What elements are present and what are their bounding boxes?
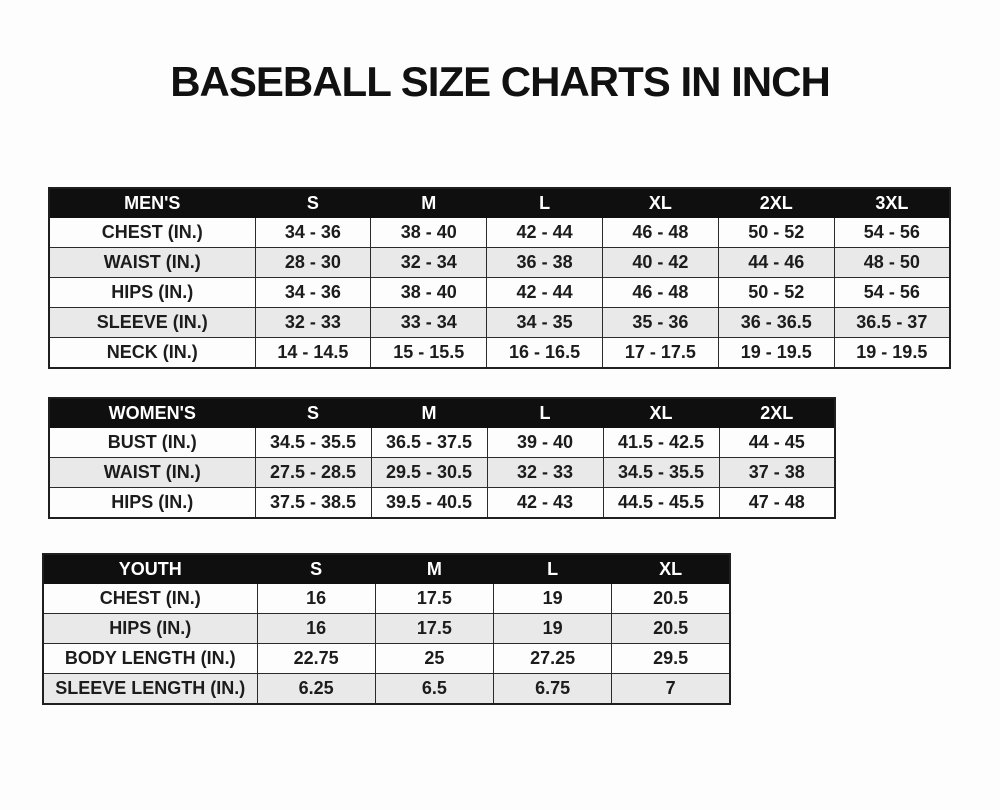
- womens-size-header-m: M: [371, 398, 487, 428]
- womens-size-header-xl: XL: [603, 398, 719, 428]
- womens-table-title: WOMEN'S: [49, 398, 255, 428]
- size-value: 34 - 35: [487, 308, 603, 338]
- size-value: 6.5: [375, 674, 493, 705]
- youth-header-row: [43, 554, 730, 584]
- size-value: 25: [375, 644, 493, 674]
- size-value: 27.5 - 28.5: [255, 458, 371, 488]
- size-value: 46 - 48: [602, 278, 718, 308]
- row-label: SLEEVE (IN.): [49, 308, 255, 338]
- size-value: 6.75: [494, 674, 612, 705]
- size-value: 17 - 17.5: [602, 338, 718, 369]
- size-chart-page: [0, 58, 1000, 705]
- size-value: 16: [257, 614, 375, 644]
- mens-size-header-3xl: 3XL: [834, 188, 950, 218]
- youth-row-chest-in: [43, 584, 730, 614]
- size-value: 36 - 38: [487, 248, 603, 278]
- size-value: 38 - 40: [371, 278, 487, 308]
- womens-size-header-s: S: [255, 398, 371, 428]
- size-value: 37.5 - 38.5: [255, 488, 371, 519]
- youth-size-header-m: M: [375, 554, 493, 584]
- row-label: WAIST (IN.): [49, 248, 255, 278]
- size-value: 32 - 33: [255, 308, 371, 338]
- size-value: 54 - 56: [834, 218, 950, 248]
- youth-size-header-l: L: [494, 554, 612, 584]
- size-value: 22.75: [257, 644, 375, 674]
- mens-size-header-m: M: [371, 188, 487, 218]
- size-value: 39 - 40: [487, 428, 603, 458]
- mens-size-table: [48, 187, 951, 369]
- size-value: 17.5: [375, 584, 493, 614]
- size-value: 46 - 48: [602, 218, 718, 248]
- mens-row-chest-in: [49, 218, 950, 248]
- row-label: SLEEVE LENGTH (IN.): [43, 674, 257, 705]
- mens-size-header-l: L: [487, 188, 603, 218]
- size-value: 36.5 - 37.5: [371, 428, 487, 458]
- size-value: 20.5: [612, 614, 730, 644]
- youth-row-hips-in: [43, 614, 730, 644]
- womens-size-table: [48, 397, 836, 519]
- size-value: 50 - 52: [718, 278, 834, 308]
- size-value: 20.5: [612, 584, 730, 614]
- size-value: 33 - 34: [371, 308, 487, 338]
- size-value: 41.5 - 42.5: [603, 428, 719, 458]
- mens-header-row: [49, 188, 950, 218]
- size-value: 40 - 42: [602, 248, 718, 278]
- size-value: 32 - 34: [371, 248, 487, 278]
- size-value: 48 - 50: [834, 248, 950, 278]
- mens-row-sleeve-in: [49, 308, 950, 338]
- size-value: 32 - 33: [487, 458, 603, 488]
- mens-row-hips-in: [49, 278, 950, 308]
- row-label: HIPS (IN.): [49, 278, 255, 308]
- youth-row-body-length-in: [43, 644, 730, 674]
- size-value: 6.25: [257, 674, 375, 705]
- size-value: 27.25: [494, 644, 612, 674]
- row-label: HIPS (IN.): [43, 614, 257, 644]
- youth-size-table: [42, 553, 731, 705]
- size-value: 19 - 19.5: [718, 338, 834, 369]
- size-value: 44 - 45: [719, 428, 835, 458]
- size-value: 17.5: [375, 614, 493, 644]
- youth-row-sleeve-length-in: [43, 674, 730, 705]
- womens-row-bust-in: [49, 428, 835, 458]
- row-label: WAIST (IN.): [49, 458, 255, 488]
- size-value: 28 - 30: [255, 248, 371, 278]
- size-value: 47 - 48: [719, 488, 835, 519]
- size-value: 38 - 40: [371, 218, 487, 248]
- size-value: 19 - 19.5: [834, 338, 950, 369]
- mens-row-neck-in: [49, 338, 950, 369]
- row-label: BUST (IN.): [49, 428, 255, 458]
- size-value: 44.5 - 45.5: [603, 488, 719, 519]
- womens-size-header-2xl: 2XL: [719, 398, 835, 428]
- womens-header-row: [49, 398, 835, 428]
- youth-size-header-xl: XL: [612, 554, 730, 584]
- size-value: 19: [494, 614, 612, 644]
- row-label: HIPS (IN.): [49, 488, 255, 519]
- size-value: 34 - 36: [255, 218, 371, 248]
- youth-table-title: YOUTH: [43, 554, 257, 584]
- size-value: 50 - 52: [718, 218, 834, 248]
- size-value: 42 - 43: [487, 488, 603, 519]
- womens-row-waist-in: [49, 458, 835, 488]
- size-value: 34.5 - 35.5: [603, 458, 719, 488]
- row-label: CHEST (IN.): [49, 218, 255, 248]
- size-value: 35 - 36: [602, 308, 718, 338]
- row-label: NECK (IN.): [49, 338, 255, 369]
- size-value: 42 - 44: [487, 278, 603, 308]
- size-value: 42 - 44: [487, 218, 603, 248]
- page-title: BASEBALL SIZE CHARTS IN INCH: [170, 58, 830, 105]
- row-label: BODY LENGTH (IN.): [43, 644, 257, 674]
- size-value: 19: [494, 584, 612, 614]
- size-value: 16 - 16.5: [487, 338, 603, 369]
- mens-row-waist-in: [49, 248, 950, 278]
- size-value: 15 - 15.5: [371, 338, 487, 369]
- row-label: CHEST (IN.): [43, 584, 257, 614]
- size-value: 14 - 14.5: [255, 338, 371, 369]
- size-value: 34.5 - 35.5: [255, 428, 371, 458]
- size-value: 39.5 - 40.5: [371, 488, 487, 519]
- youth-size-header-s: S: [257, 554, 375, 584]
- size-value: 29.5 - 30.5: [371, 458, 487, 488]
- size-value: 7: [612, 674, 730, 705]
- size-value: 37 - 38: [719, 458, 835, 488]
- size-value: 44 - 46: [718, 248, 834, 278]
- tables-container: [0, 187, 1000, 705]
- size-value: 29.5: [612, 644, 730, 674]
- size-value: 36.5 - 37: [834, 308, 950, 338]
- size-value: 34 - 36: [255, 278, 371, 308]
- mens-size-header-s: S: [255, 188, 371, 218]
- womens-row-hips-in: [49, 488, 835, 519]
- womens-size-header-l: L: [487, 398, 603, 428]
- size-value: 36 - 36.5: [718, 308, 834, 338]
- mens-table-title: MEN'S: [49, 188, 255, 218]
- mens-size-header-xl: XL: [602, 188, 718, 218]
- mens-size-header-2xl: 2XL: [718, 188, 834, 218]
- size-value: 16: [257, 584, 375, 614]
- size-value: 54 - 56: [834, 278, 950, 308]
